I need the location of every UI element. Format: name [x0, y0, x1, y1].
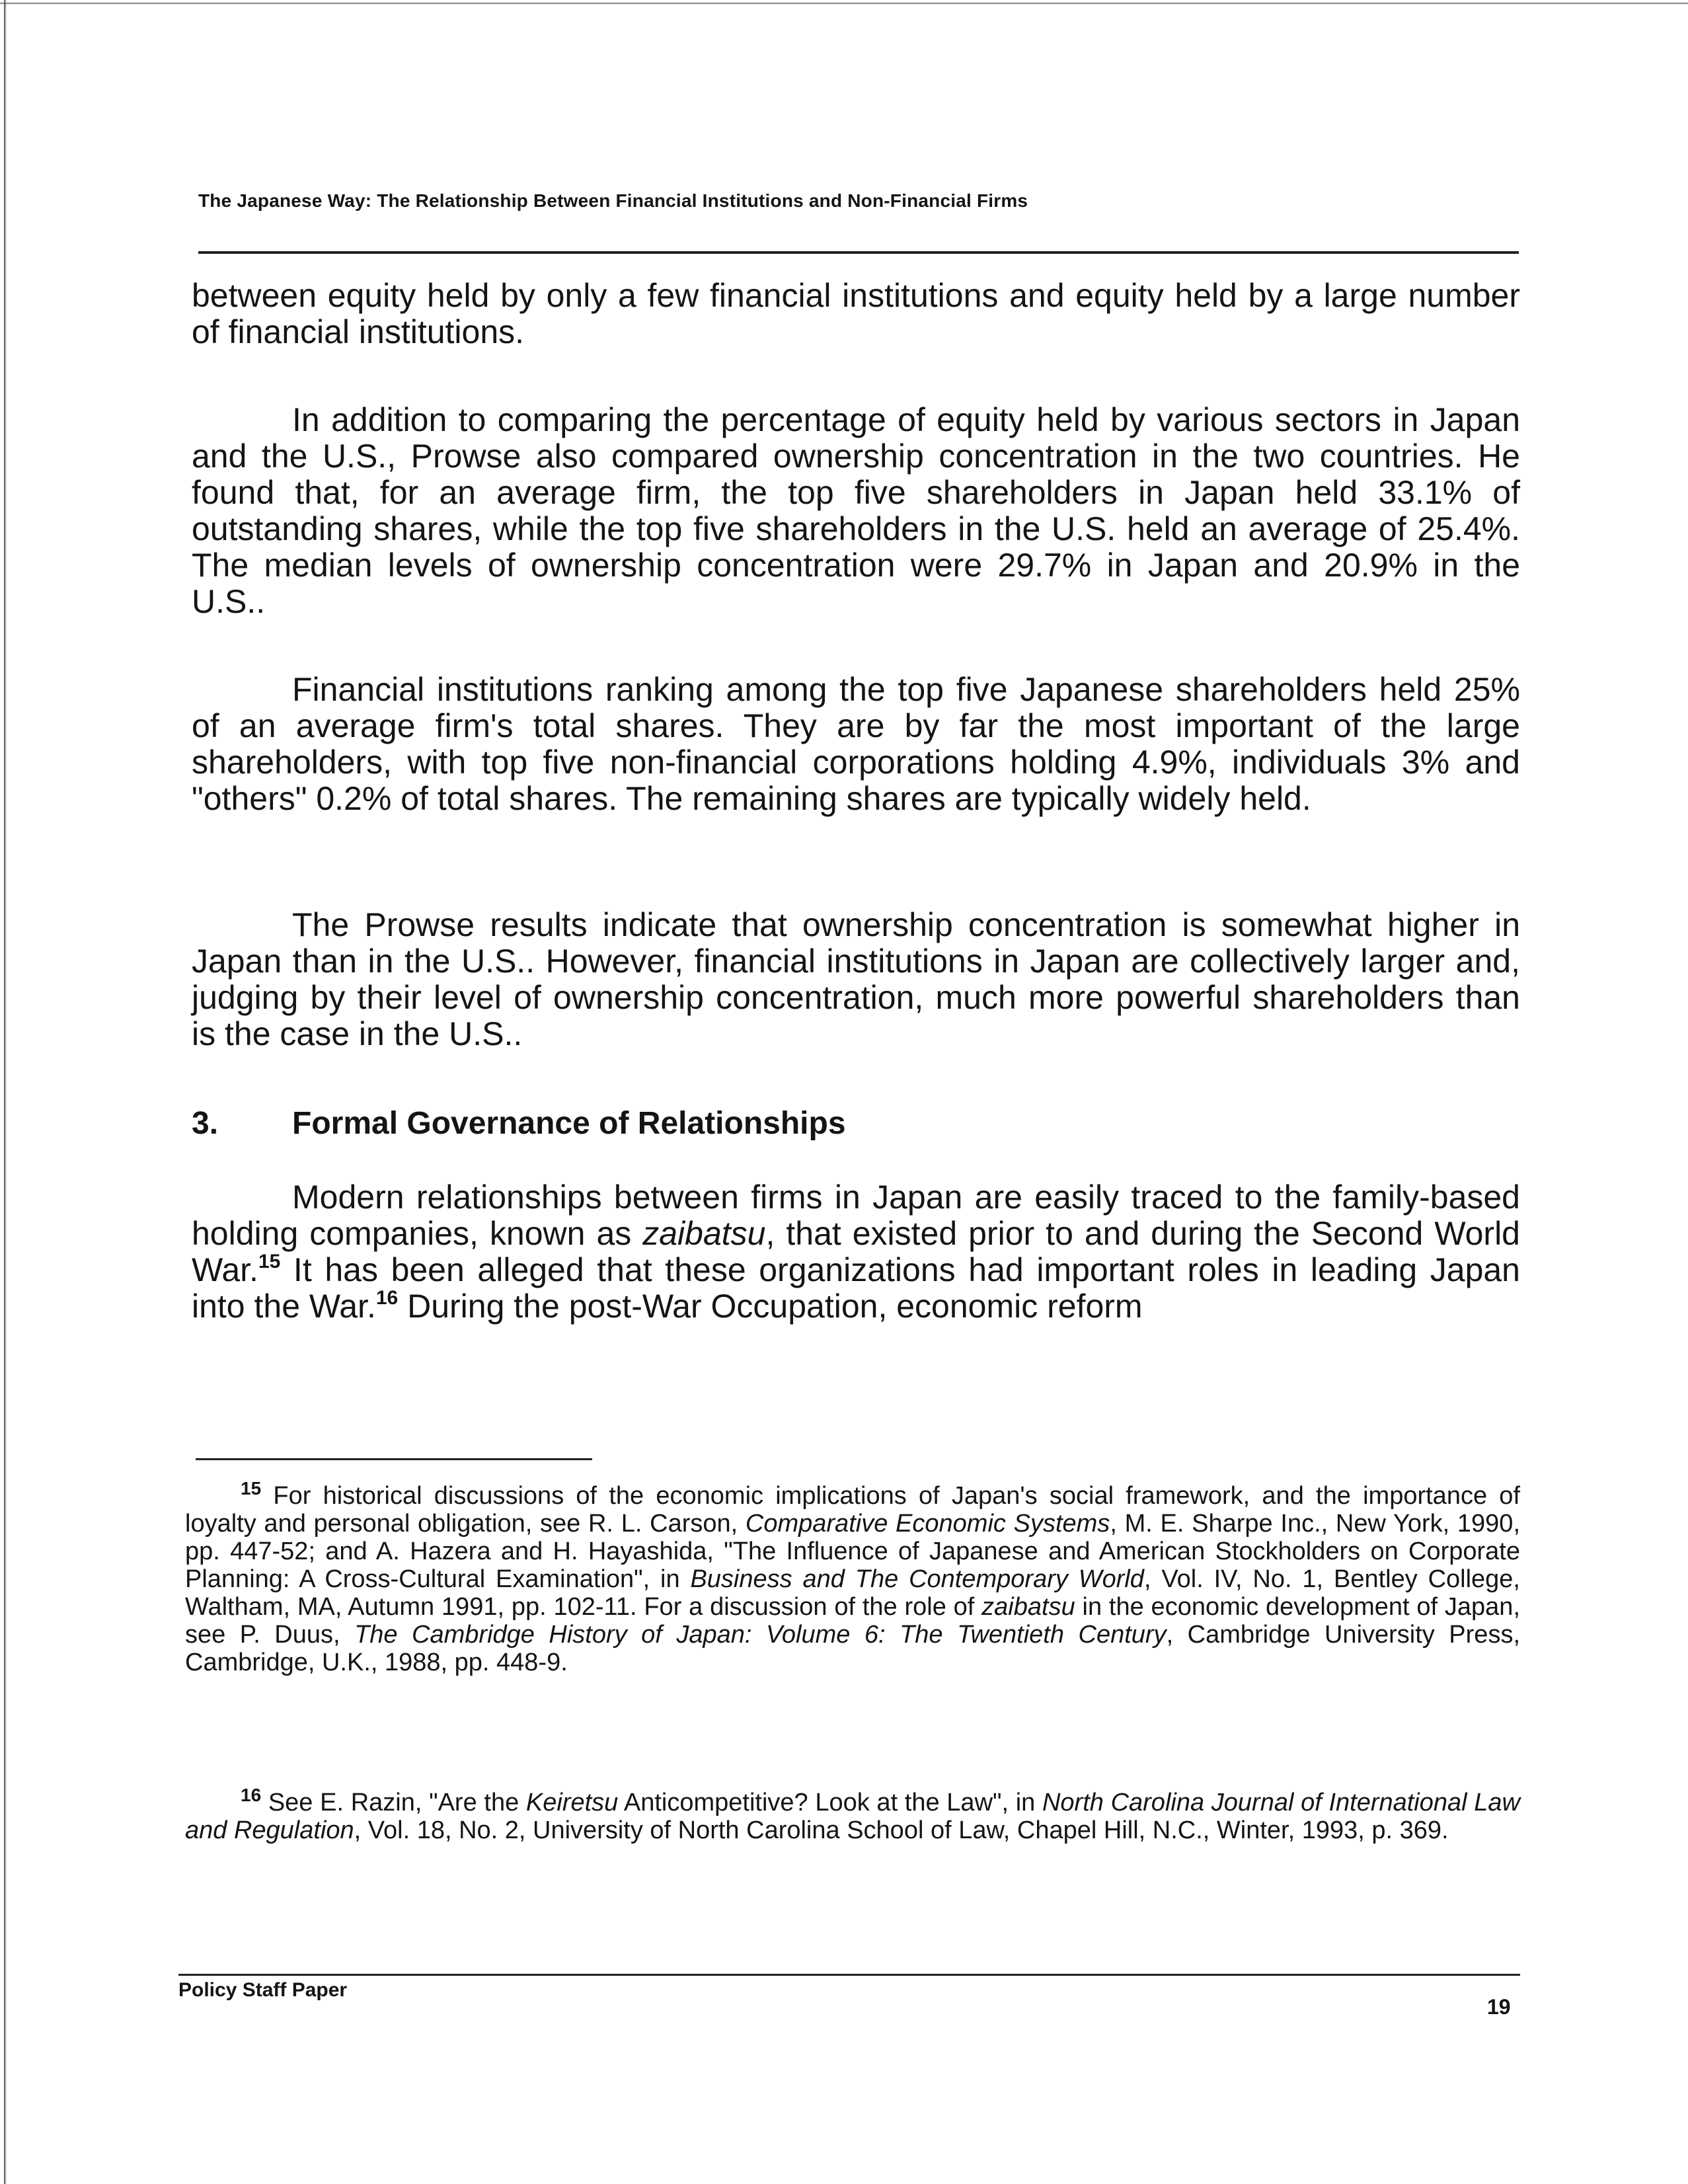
- publication-name: Policy Staff Paper: [178, 1979, 348, 2001]
- text-run: It has been alleged that these organizations had important roles in leading Japan into the War.: [192, 1251, 1520, 1325]
- text-run: , Cambridge University Press, Cambridge, U.K., 1988, pp. 448-9.: [185, 1621, 1520, 1676]
- text-run: During the post-War Occupation, economic reform: [398, 1288, 1143, 1325]
- section-title: Formal Governance of Relationships: [292, 1106, 846, 1141]
- italic-title: North Carolina Journal of International Law and Regulation: [185, 1789, 1520, 1844]
- paragraph-zaibatsu: [192, 1179, 1520, 1325]
- text-run: Anticompetitive? Look at the Law", in: [618, 1789, 1042, 1816]
- scan-edge: [4, 0, 7, 2184]
- page-number: 19: [1487, 1995, 1511, 2019]
- header-rule: [198, 251, 1519, 254]
- text-run: , Vol. IV, No. 1, Bentley College, Waltham, MA, Autumn 1991, pp. 102-11. For a discussion of the role of: [185, 1565, 1520, 1621]
- footnote-marker: 15: [241, 1478, 262, 1499]
- footnote-reference[interactable]: 16: [375, 1287, 399, 1309]
- text-run: , Vol. 18, No. 2, University of North Carolina School of Law, Chapel Hill, N.C., Winter, 1993, p. 369.: [354, 1816, 1449, 1844]
- text-run: See E. Razin, "Are the: [261, 1789, 526, 1816]
- section-heading: [192, 1105, 846, 1142]
- text-run: For historical discussions of the economic implications of Japan's social framework, and the importance of loyalty and personal obligation, see R. L. Carson,: [185, 1482, 1520, 1538]
- footnote-rule: [196, 1458, 592, 1460]
- running-header: The Japanese Way: The Relationship Between Financial Institutions and Non-Financial Firms: [198, 190, 1028, 211]
- text-run: , M. E. Sharpe Inc., New York, 1990, pp. 447-52; and A. Hazera and H. Hayashida, "The Influence of Japanese and American Stockholders on Corporate Planning: A Cross-Cultural Examination", in: [185, 1510, 1520, 1593]
- italic-title: Comparative Economic Systems: [745, 1510, 1110, 1538]
- italic-title: The Cambridge History of Japan: Volume 6: The Twentieth Century: [354, 1621, 1167, 1649]
- scan-edge-top: [0, 3, 1688, 5]
- italic-term: zaibatsu: [981, 1593, 1075, 1621]
- text-run: Modern relationships between firms in Japan are easily traced to the family-based holding companies, known as: [192, 1179, 1520, 1252]
- italic-term: zaibatsu: [642, 1215, 766, 1252]
- footnote-reference[interactable]: 15: [258, 1251, 281, 1272]
- footnote-15: [185, 1478, 1521, 1676]
- text-run: in the economic development of Japan, see P. Duus,: [185, 1593, 1521, 1649]
- footnote-marker: 16: [241, 1785, 262, 1805]
- footer-rule: [178, 1974, 1520, 1976]
- footnote-16: [185, 1785, 1520, 1844]
- italic-term: Keiretsu: [525, 1789, 619, 1816]
- paragraph-ownership-concentration: In addition to comparing the percentage of equity held by various sectors in Japan and the U.S., Prowse also compared ownership concentration in the two countries. He found that, for an average firm, the top five shareholders in Japan held 33.1% of outstanding shares, while the top five shareholders in the U.S. held an average of 25.4%. The median levels of ownership concentration were 29.7% in Japan and 20.9% in the U.S..: [192, 401, 1520, 620]
- paragraph-continuation: between equity held by only a few financial institutions and equity held by a large number of financial institutions.: [192, 277, 1520, 350]
- paragraph-top-five-shareholders: Financial institutions ranking among the top five Japanese shareholders held 25% of an average firm's total shares. They are by far the most important of the large shareholders, with top five non-financial corporations holding 4.9%, individuals 3% and "others" 0.2% of total shares. The remaining shares are typically widely held.: [192, 671, 1520, 817]
- paragraph-prowse-results: The Prowse results indicate that ownership concentration is somewhat higher in Japan than in the U.S.. However, financial institutions in Japan are collectively larger and, judging by their level of ownership concentration, much more powerful shareholders than is the case in the U.S..: [192, 906, 1520, 1052]
- text-run: , that existed prior to and during the Second World War.: [192, 1215, 1520, 1288]
- italic-title: Business and The Contemporary World: [690, 1565, 1144, 1593]
- section-number: 3.: [192, 1106, 219, 1141]
